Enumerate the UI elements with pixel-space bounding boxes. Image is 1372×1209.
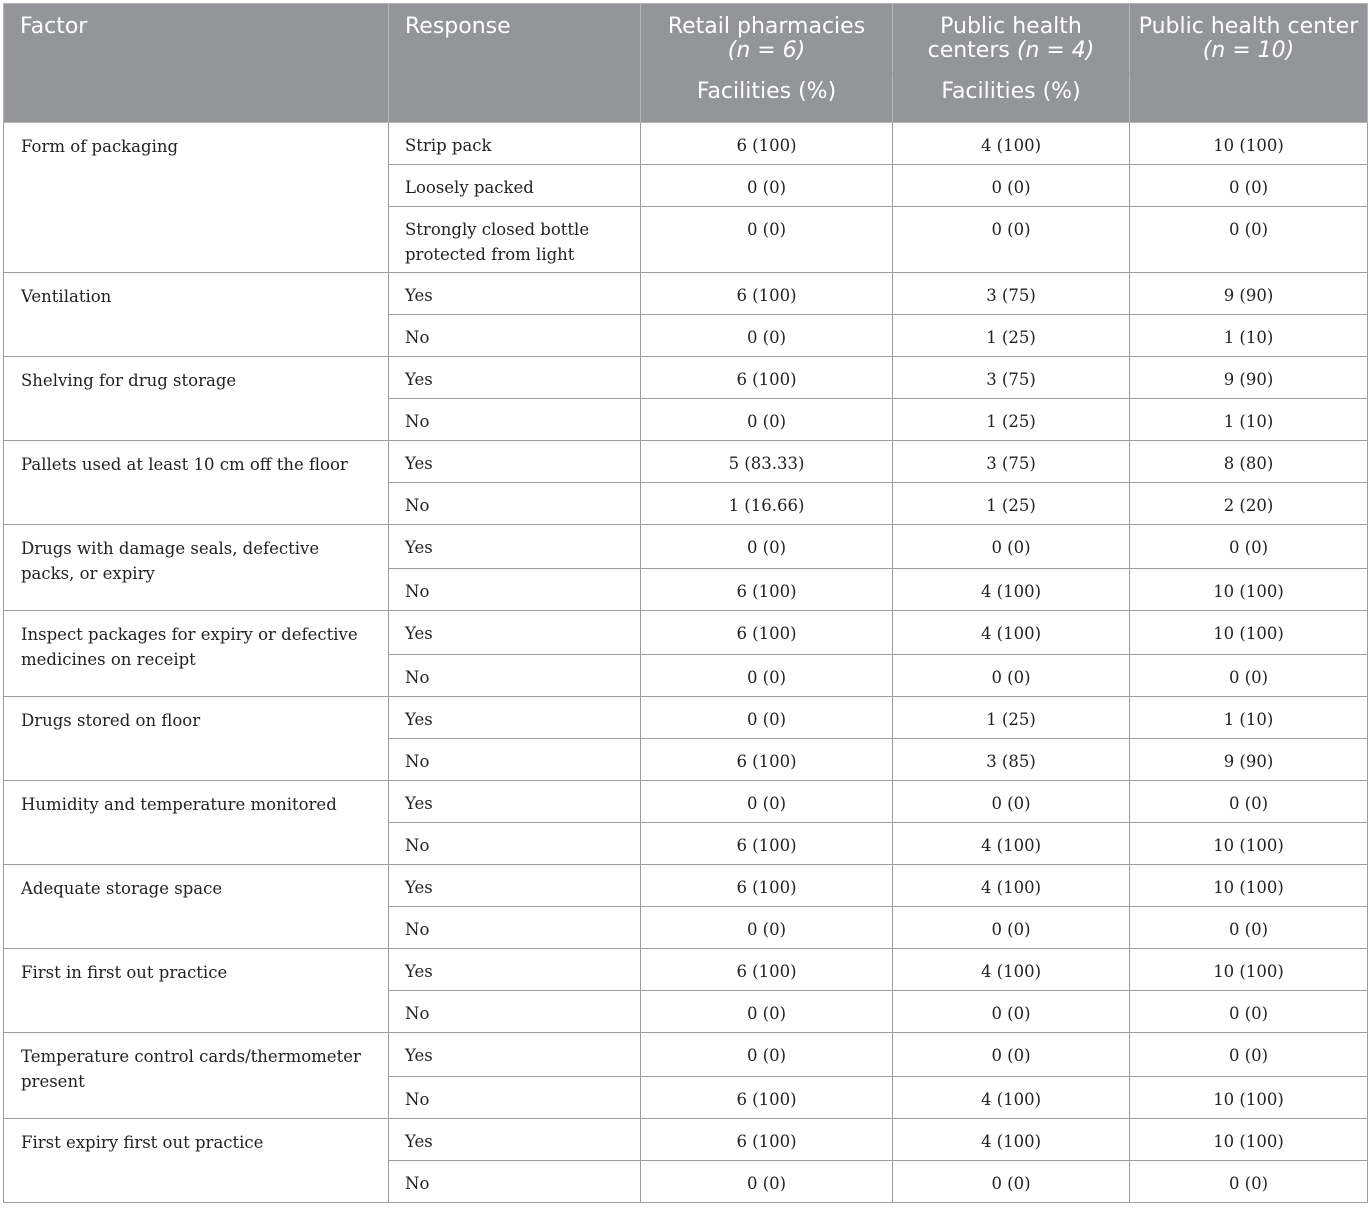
header-phc10-n: (n = 10) bbox=[1202, 38, 1295, 63]
retail-pharmacies-cell: 0 (0) bbox=[641, 399, 893, 441]
response-cell: No bbox=[389, 1077, 641, 1119]
public-health-center-cell: 1 (10) bbox=[1130, 697, 1368, 739]
public-health-center-cell: 10 (100) bbox=[1130, 611, 1368, 655]
retail-pharmacies-cell: 6 (100) bbox=[641, 273, 893, 315]
header-factor: Factor bbox=[4, 4, 389, 123]
response-cell: Yes bbox=[389, 697, 641, 739]
storage-factors-table bbox=[3, 3, 1368, 1203]
public-health-center-cell: 0 (0) bbox=[1130, 655, 1368, 697]
response-cell: No bbox=[389, 991, 641, 1033]
public-health-centers-cell: 3 (85) bbox=[893, 739, 1130, 781]
response-cell: Yes bbox=[389, 781, 641, 823]
public-health-center-cell: 1 (10) bbox=[1130, 399, 1368, 441]
public-health-centers-cell: 4 (100) bbox=[893, 1119, 1130, 1161]
retail-pharmacies-cell: 6 (100) bbox=[641, 865, 893, 907]
response-cell: No bbox=[389, 739, 641, 781]
retail-pharmacies-cell: 0 (0) bbox=[641, 1161, 893, 1203]
factor-cell: Temperature control cards/thermometer present bbox=[4, 1033, 389, 1119]
table-row bbox=[4, 273, 1368, 315]
response-cell: No bbox=[389, 655, 641, 697]
response-cell: Yes bbox=[389, 357, 641, 399]
public-health-center-cell: 0 (0) bbox=[1130, 991, 1368, 1033]
retail-pharmacies-cell: 6 (100) bbox=[641, 739, 893, 781]
factor-cell: Drugs with damage seals, defective packs, or expiry bbox=[4, 525, 389, 611]
public-health-centers-cell: 0 (0) bbox=[893, 907, 1130, 949]
public-health-center-cell: 0 (0) bbox=[1130, 207, 1368, 273]
retail-pharmacies-cell: 0 (0) bbox=[641, 655, 893, 697]
factor-cell: Drugs stored on floor bbox=[4, 697, 389, 781]
retail-pharmacies-cell: 5 (83.33) bbox=[641, 441, 893, 483]
public-health-center-cell: 10 (100) bbox=[1130, 1119, 1368, 1161]
response-cell: No bbox=[389, 315, 641, 357]
table-row bbox=[4, 525, 1368, 569]
public-health-centers-cell: 1 (25) bbox=[893, 399, 1130, 441]
table-row bbox=[4, 611, 1368, 655]
response-cell: No bbox=[389, 1161, 641, 1203]
public-health-center-cell: 10 (100) bbox=[1130, 949, 1368, 991]
public-health-centers-cell: 0 (0) bbox=[893, 1033, 1130, 1077]
header-phc10-title: Public health center bbox=[1138, 14, 1359, 39]
public-health-center-cell: 1 (10) bbox=[1130, 315, 1368, 357]
table-row bbox=[4, 1033, 1368, 1077]
header-retail-title: Retail pharmacies bbox=[667, 14, 866, 39]
subheader-phc4-facilities: Facilities (%) bbox=[893, 74, 1130, 123]
public-health-centers-cell: 4 (100) bbox=[893, 949, 1130, 991]
retail-pharmacies-cell: 6 (100) bbox=[641, 611, 893, 655]
public-health-centers-cell: 0 (0) bbox=[893, 207, 1130, 273]
response-cell: No bbox=[389, 569, 641, 611]
retail-pharmacies-cell: 0 (0) bbox=[641, 907, 893, 949]
public-health-centers-cell: 0 (0) bbox=[893, 165, 1130, 207]
table-row bbox=[4, 357, 1368, 399]
public-health-centers-cell: 0 (0) bbox=[893, 525, 1130, 569]
public-health-centers-cell: 1 (25) bbox=[893, 315, 1130, 357]
header-public-health-center bbox=[1130, 4, 1368, 123]
response-cell: Yes bbox=[389, 441, 641, 483]
public-health-centers-cell: 3 (75) bbox=[893, 441, 1130, 483]
table-row bbox=[4, 1119, 1368, 1161]
public-health-centers-cell: 0 (0) bbox=[893, 1161, 1130, 1203]
table-row bbox=[4, 697, 1368, 739]
retail-pharmacies-cell: 0 (0) bbox=[641, 315, 893, 357]
public-health-center-cell: 10 (100) bbox=[1130, 1077, 1368, 1119]
response-cell: No bbox=[389, 399, 641, 441]
public-health-centers-cell: 4 (100) bbox=[893, 569, 1130, 611]
response-cell: Yes bbox=[389, 865, 641, 907]
table-row bbox=[4, 949, 1368, 991]
table-row bbox=[4, 123, 1368, 165]
response-cell: Yes bbox=[389, 1033, 641, 1077]
public-health-centers-cell: 4 (100) bbox=[893, 123, 1130, 165]
retail-pharmacies-cell: 0 (0) bbox=[641, 697, 893, 739]
public-health-center-cell: 10 (100) bbox=[1130, 123, 1368, 165]
factor-cell: Pallets used at least 10 cm off the floor bbox=[4, 441, 389, 525]
table-row bbox=[4, 781, 1368, 823]
response-cell: Strongly closed bottle protected from light bbox=[389, 207, 641, 273]
public-health-center-cell: 0 (0) bbox=[1130, 165, 1368, 207]
response-cell: No bbox=[389, 907, 641, 949]
response-cell: No bbox=[389, 823, 641, 865]
public-health-center-cell: 10 (100) bbox=[1130, 823, 1368, 865]
factor-cell: First expiry first out practice bbox=[4, 1119, 389, 1203]
public-health-center-cell: 9 (90) bbox=[1130, 273, 1368, 315]
retail-pharmacies-cell: 0 (0) bbox=[641, 207, 893, 273]
header-phc4-n: (n = 4) bbox=[1016, 38, 1095, 63]
table-row bbox=[4, 441, 1368, 483]
factor-cell: First in first out practice bbox=[4, 949, 389, 1033]
public-health-centers-cell: 0 (0) bbox=[893, 991, 1130, 1033]
public-health-centers-cell: 3 (75) bbox=[893, 357, 1130, 399]
retail-pharmacies-cell: 0 (0) bbox=[641, 165, 893, 207]
response-cell: Loosely packed bbox=[389, 165, 641, 207]
retail-pharmacies-cell: 6 (100) bbox=[641, 357, 893, 399]
public-health-centers-cell: 4 (100) bbox=[893, 611, 1130, 655]
public-health-center-cell: 0 (0) bbox=[1130, 907, 1368, 949]
subheader-retail-facilities: Facilities (%) bbox=[641, 74, 893, 123]
response-cell: No bbox=[389, 483, 641, 525]
retail-pharmacies-cell: 6 (100) bbox=[641, 823, 893, 865]
public-health-centers-cell: 4 (100) bbox=[893, 823, 1130, 865]
factor-cell: Shelving for drug storage bbox=[4, 357, 389, 441]
public-health-center-cell: 10 (100) bbox=[1130, 569, 1368, 611]
table-header bbox=[4, 4, 1368, 123]
retail-pharmacies-cell: 6 (100) bbox=[641, 949, 893, 991]
response-cell: Yes bbox=[389, 611, 641, 655]
header-retail-n: (n = 6) bbox=[727, 38, 806, 63]
header-phc4-title: Public health centers bbox=[927, 14, 1082, 63]
public-health-center-cell: 2 (20) bbox=[1130, 483, 1368, 525]
factor-cell: Inspect packages for expiry or defective medicines on receipt bbox=[4, 611, 389, 697]
public-health-center-cell: 0 (0) bbox=[1130, 1161, 1368, 1203]
factor-cell: Humidity and temperature monitored bbox=[4, 781, 389, 865]
retail-pharmacies-cell: 0 (0) bbox=[641, 781, 893, 823]
public-health-centers-cell: 0 (0) bbox=[893, 781, 1130, 823]
table-row bbox=[4, 865, 1368, 907]
retail-pharmacies-cell: 6 (100) bbox=[641, 123, 893, 165]
response-cell: Yes bbox=[389, 273, 641, 315]
retail-pharmacies-cell: 6 (100) bbox=[641, 1119, 893, 1161]
header-response: Response bbox=[389, 4, 641, 123]
response-cell: Yes bbox=[389, 949, 641, 991]
public-health-center-cell: 0 (0) bbox=[1130, 1033, 1368, 1077]
factor-cell: Ventilation bbox=[4, 273, 389, 357]
public-health-center-cell: 0 (0) bbox=[1130, 525, 1368, 569]
public-health-centers-cell: 0 (0) bbox=[893, 655, 1130, 697]
public-health-centers-cell: 1 (25) bbox=[893, 483, 1130, 525]
retail-pharmacies-cell: 6 (100) bbox=[641, 1077, 893, 1119]
retail-pharmacies-cell: 0 (0) bbox=[641, 1033, 893, 1077]
factor-cell: Form of packaging bbox=[4, 123, 389, 273]
public-health-center-cell: 0 (0) bbox=[1130, 781, 1368, 823]
retail-pharmacies-cell: 1 (16.66) bbox=[641, 483, 893, 525]
public-health-center-cell: 10 (100) bbox=[1130, 865, 1368, 907]
retail-pharmacies-cell: 6 (100) bbox=[641, 569, 893, 611]
public-health-center-cell: 9 (90) bbox=[1130, 739, 1368, 781]
retail-pharmacies-cell: 0 (0) bbox=[641, 991, 893, 1033]
public-health-centers-cell: 4 (100) bbox=[893, 865, 1130, 907]
response-cell: Yes bbox=[389, 525, 641, 569]
retail-pharmacies-cell: 0 (0) bbox=[641, 525, 893, 569]
factor-cell: Adequate storage space bbox=[4, 865, 389, 949]
response-cell: Yes bbox=[389, 1119, 641, 1161]
public-health-center-cell: 9 (90) bbox=[1130, 357, 1368, 399]
table-body bbox=[4, 123, 1368, 1203]
public-health-centers-cell: 3 (75) bbox=[893, 273, 1130, 315]
header-public-health-centers bbox=[893, 4, 1130, 74]
public-health-centers-cell: 1 (25) bbox=[893, 697, 1130, 739]
public-health-center-cell: 8 (80) bbox=[1130, 441, 1368, 483]
public-health-centers-cell: 4 (100) bbox=[893, 1077, 1130, 1119]
response-cell: Strip pack bbox=[389, 123, 641, 165]
header-retail-pharmacies bbox=[641, 4, 893, 74]
